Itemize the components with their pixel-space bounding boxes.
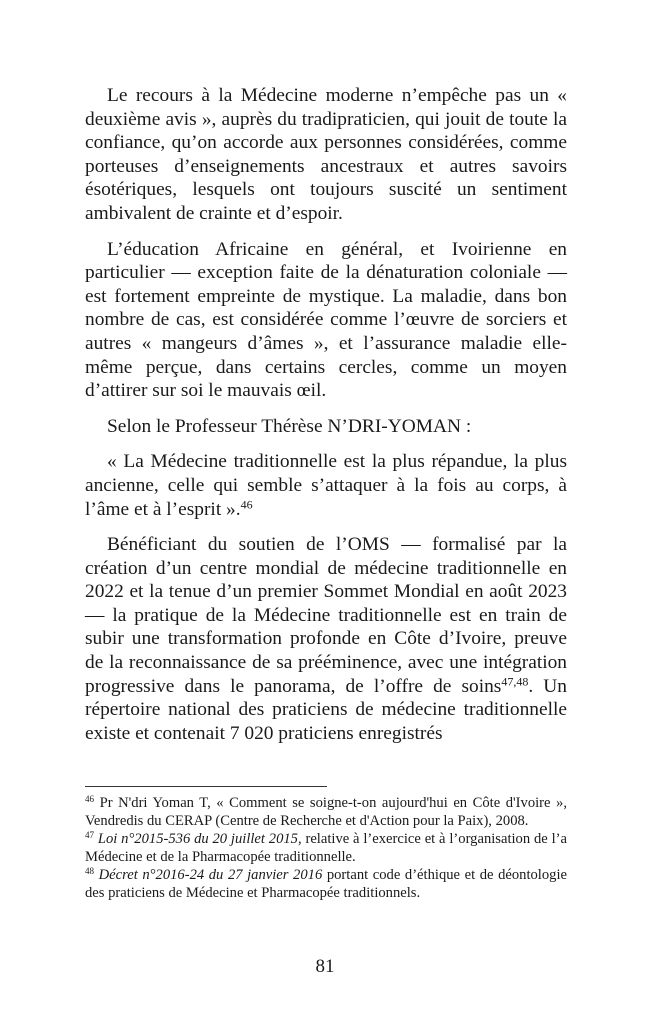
footnote-number: 46 (85, 794, 95, 805)
paragraph-oms-after: . Un répertoire national des praticiens de médecine traditionnelle existe et contenait 7 020 praticiens enregistrés (85, 675, 567, 744)
footnotes (85, 794, 567, 902)
main-text (85, 84, 567, 757)
footnote-number: 48 (85, 866, 95, 877)
footnote-text: , relative à l’exercice et à l’organisation de l’a Médecine et de la Pharmacopée traditionnelle. (85, 831, 567, 865)
footnote-46 (85, 794, 567, 830)
footnote-separator (85, 786, 327, 787)
footnote-legal-reference: Décret n°2016-24 du 27 janvier 2016 (94, 867, 323, 883)
quote-text: « La Médecine traditionnelle est la plus répandue, la plus ancienne, celle qui semble s’attaquer à la fois au corps, à l’âme et à l’esprit ». (85, 451, 567, 520)
paragraph-selon: Selon le Professeur Thérèse N’DRI-YOMAN : (107, 415, 472, 437)
paragraph-oms (85, 533, 567, 745)
footnote-ref-47-48[interactable]: 47,48 (501, 674, 529, 689)
footnote-48 (85, 866, 567, 902)
page-number: 81 (315, 956, 335, 977)
footnote-legal-reference: Loi n°2015-536 du 20 juillet 2015 (94, 831, 298, 847)
paragraph-education: L’éducation Africaine en général, et Ivoirienne en particulier — exception faite de la dénaturation coloniale — est fortement empreinte de mystique. La maladie, dans bon nombre de cas, est considérée comme l’œuvre de sorciers et autres « mangeurs d’âmes », et l’assurance maladie elle-même perçue, dans certains cercles, comme un moyen d’attirer sur soi le mauvais œil. (85, 238, 567, 402)
paragraph-recours: Le recours à la Médecine moderne n’empêche pas un « deuxième avis », auprès du tradipraticien, qui jouit de toute la confiance, qu’on accorde aux personnes considérées, comme porteuses d’enseignements ancestraux et autres savoirs ésotériques, lesquels ont toujours suscité un sentiment ambivalent de crainte et d’espoir. (85, 85, 567, 224)
footnote-47 (85, 830, 567, 866)
footnote-number: 47 (85, 830, 95, 841)
footnote-text: portant code d’éthique et de déontologie des praticiens de Médecine et Pharmacopée traditionnels. (85, 867, 567, 901)
quote-paragraph (85, 450, 567, 521)
paragraph-oms-before: Bénéficiant du soutien de l’OMS — formalisé par la création d’un centre mondial de médecine traditionnelle en 2022 et la tenue d’un premier Sommet Mondial en août 2023 — la pratique de la Médecine traditionnelle est en train de subir une transformation profonde en Côte d’Ivoire, preuve de la reconnaissance de sa prééminence, avec une intégration progressive dans le panorama, de l’offre de soins (85, 534, 567, 697)
footnote-text: Pr N'dri Yoman T, « Comment se soigne-t-on aujourd'hui en Côte d'Ivoire », Vendredis du CERAP (Centre de Recherche et d'Action pour la Paix), 2008. (85, 795, 567, 829)
footnote-ref-46[interactable]: 46 (240, 496, 253, 511)
